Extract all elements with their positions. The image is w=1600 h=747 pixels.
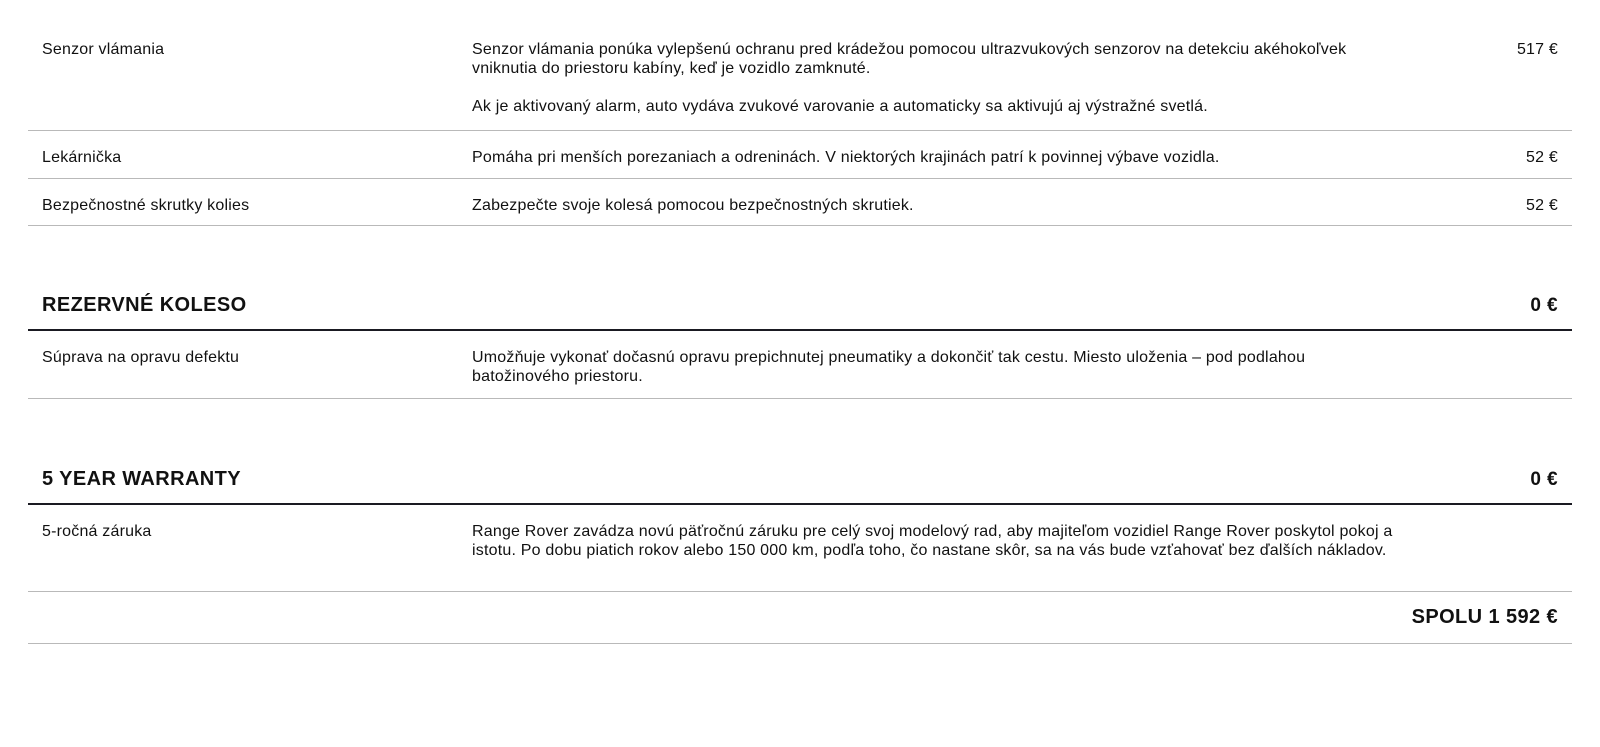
item-description <box>472 196 1407 215</box>
description-paragraph: Ak je aktivovaný alarm, auto vydáva zvukové varovanie a automaticky sa aktivujú aj výstražné svetlá. <box>472 98 1208 115</box>
description-paragraph: Pomáha pri menších porezaniach a odreninách. V niektorých krajinách patrí k povinnej výbave vozidla. <box>472 149 1220 166</box>
section-title: 5 YEAR WARRANTY <box>42 468 241 490</box>
description-paragraph: Range Rover zavádza novú päťročnú záruku pre celý svoj modelový rad, aby majiteľom vozidiel Range Rover poskytol pokoj a istotu. Po dobu piatich rokov alebo 150 000 km, podľa toho, čo nastane skôr, sa na vás bude vzťahovať bez ďalších nákladov. <box>472 523 1393 559</box>
table-row-first-aid-kit <box>28 131 1572 179</box>
item-name: Senzor vlámania <box>42 41 165 58</box>
section-header-spare-wheel <box>28 274 1572 331</box>
description-paragraph: Zabezpečte svoje kolesá pomocou bezpečnostných skrutiek. <box>472 197 914 214</box>
table-row-locking-wheel-nuts <box>28 179 1572 226</box>
table-row-tyre-repair-kit <box>28 331 1572 399</box>
description-paragraph: Umožňuje vykonať dočasnú opravu prepichnutej pneumatiky a dokončiť tak cestu. Miesto uloženia – pod podlahou batožinového priestoru. <box>472 349 1306 385</box>
section-header-warranty <box>28 451 1572 505</box>
price-summary-document <box>28 0 1572 644</box>
table-row-intrusion-sensor <box>28 0 1572 131</box>
table-row-five-year-warranty <box>28 505 1572 592</box>
item-price: 52 € <box>1526 149 1558 166</box>
item-description <box>472 348 1407 386</box>
item-name: Súprava na opravu defektu <box>42 349 240 366</box>
total-row <box>28 592 1572 644</box>
description-paragraph: Senzor vlámania ponúka vylepšenú ochranu pred krádežou pomocou ultrazvukových senzorov na detekciu akéhokoľvek vniknutia do priestoru kabíny, keď je vozidlo zamknuté. <box>472 41 1347 77</box>
section-price: 0 € <box>1530 469 1558 490</box>
item-description <box>472 40 1407 116</box>
item-description <box>472 522 1407 560</box>
item-price: 52 € <box>1526 197 1558 214</box>
total-label: SPOLU 1 592 € <box>1411 606 1558 628</box>
item-name: Bezpečnostné skrutky kolies <box>42 197 250 214</box>
item-name: 5-ročná záruka <box>42 523 152 540</box>
item-price: 517 € <box>1516 41 1558 58</box>
item-name: Lekárnička <box>42 149 122 166</box>
section-price: 0 € <box>1530 295 1558 316</box>
item-description <box>472 148 1407 167</box>
section-title: REZERVNÉ KOLESO <box>42 294 247 316</box>
